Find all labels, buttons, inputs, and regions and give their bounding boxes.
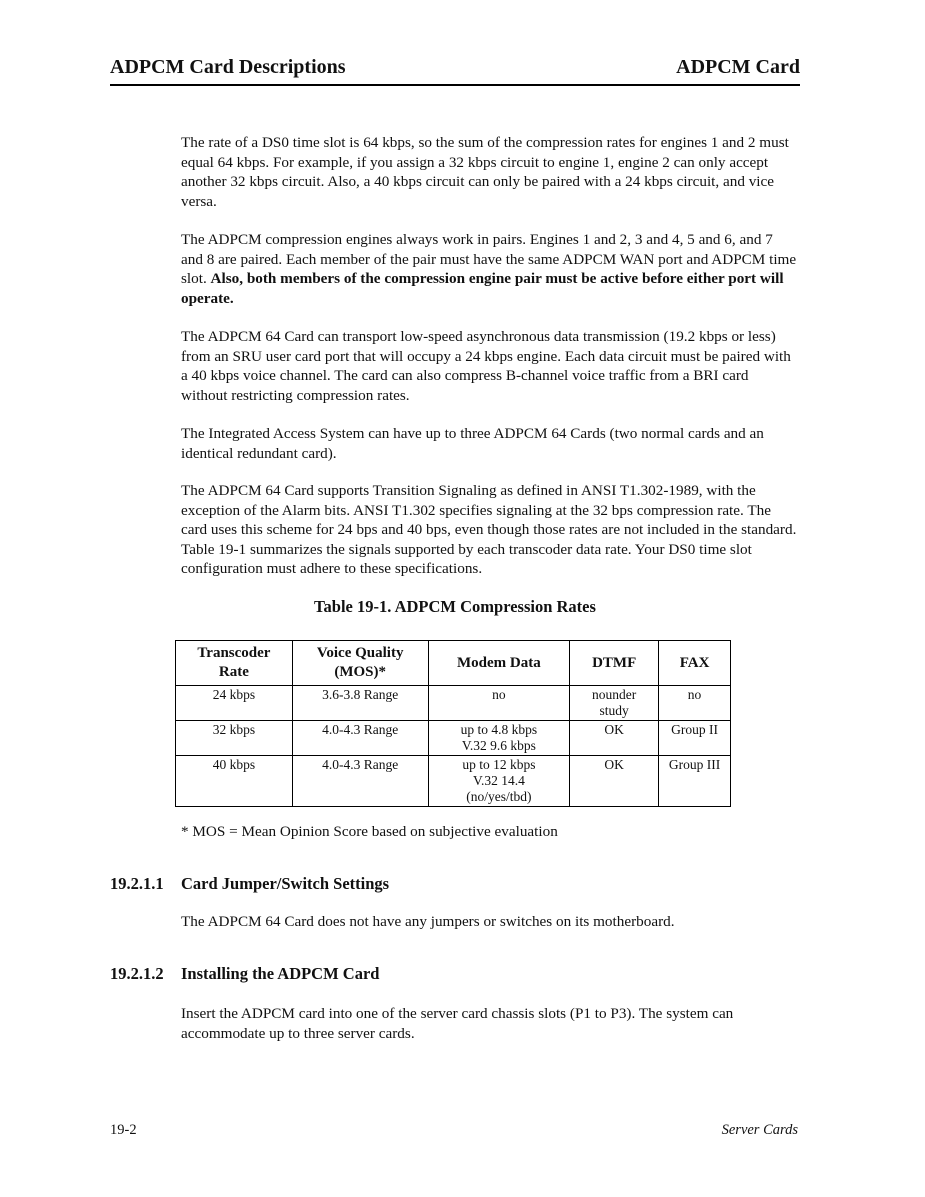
cell-dtmf: OK — [570, 756, 659, 807]
cell-fax: Group III — [659, 756, 731, 807]
paragraph-card-count — [181, 424, 798, 463]
paragraph-text: The Integrated Access System can have up to three ADPCM 64 Cards (two normal cards and an identical redundant card). — [181, 425, 764, 462]
section-title: Card Jumper/Switch Settings — [181, 874, 390, 893]
section-number: 19.2.1.2 — [110, 964, 164, 983]
header-dtmf: DTMF — [570, 641, 659, 686]
page-number: 19-2 — [110, 1122, 137, 1138]
header-transcoder-rate: Transcoder Rate — [176, 641, 293, 686]
paragraph-transition-signaling — [181, 481, 798, 579]
table-row — [176, 721, 731, 756]
cell-voice: 4.0-4.3 Range — [292, 756, 428, 807]
header-section-title: ADPCM Card Descriptions — [110, 56, 346, 78]
cell-modem: no — [428, 686, 570, 721]
paragraph-text: Insert the ADPCM card into one of the server card chassis slots (P1 to P3). The system can accommodate up to three server cards. — [181, 1005, 734, 1042]
footer-chapter: Server Cards — [721, 1122, 798, 1138]
cell-modem: up to 12 kbps V.32 14.4 (no/yes/tbd) — [428, 756, 570, 807]
table-header-row — [176, 641, 731, 686]
cell-voice: 3.6-3.8 Range — [292, 686, 428, 721]
table-row — [176, 686, 731, 721]
header-fax: FAX — [659, 641, 731, 686]
footnote-text: * MOS = Mean Opinion Score based on subjective evaluation — [181, 823, 558, 840]
paragraph-text: The ADPCM 64 Card supports Transition Signaling as defined in ANSI T1.302-1989, with the exception of the Alarm bits. ANSI T1.302 specifies signaling at the 32 bps compression rate. The card uses this scheme for 24 bps and 40 bps, even though those rates are not included in the standard. Table 19-1 summarizes the signals supported by each transcoder data rate. Your DS0 time slot configuration must adhere to these specifications. — [181, 482, 797, 577]
paragraph-async-data — [181, 327, 798, 405]
paragraph-text — [181, 230, 798, 308]
paragraph-bold-text: Also, both members of the compression engine pair must be active before either port will operate. — [181, 270, 784, 307]
paragraph-normal-text: The ADPCM compression engines always work in pairs. Engines 1 and 2, 3 and 4, 5 and 6, and 7 and 8 are paired. Each member of the pair must have the same ADPCM WAN port and ADPCM time slot. — [181, 231, 797, 287]
cell-dtmf: OK — [570, 721, 659, 756]
cell-rate: 40 kbps — [176, 756, 293, 807]
cell-fax: no — [659, 686, 731, 721]
header-voice-quality: Voice Quality (MOS)* — [292, 641, 428, 686]
header-modem-data: Modem Data — [428, 641, 570, 686]
cell-modem: up to 4.8 kbps V.32 9.6 kbps — [428, 721, 570, 756]
section-body — [181, 1004, 798, 1043]
paragraph-ds0-rate — [181, 133, 798, 211]
section-number: 19.2.1.1 — [110, 874, 164, 893]
table-title: Table 19-1. ADPCM Compression Rates — [314, 597, 596, 616]
header-chapter-title: ADPCM Card — [676, 56, 800, 78]
page-header — [110, 56, 800, 86]
cell-voice: 4.0-4.3 Range — [292, 721, 428, 756]
table-footnote — [181, 822, 798, 842]
cell-dtmf: nounder study — [570, 686, 659, 721]
paragraph-engine-pairs — [181, 230, 798, 308]
paragraph-text: The ADPCM 64 Card does not have any jumpers or switches on its motherboard. — [181, 913, 675, 930]
section-title: Installing the ADPCM Card — [181, 964, 380, 983]
cell-rate: 24 kbps — [176, 686, 293, 721]
cell-fax: Group II — [659, 721, 731, 756]
section-body — [181, 912, 798, 932]
paragraph-text: The rate of a DS0 time slot is 64 kbps, so the sum of the compression rates for engines 1 and 2 must equal 64 kbps. For example, if you assign a 32 kbps circuit to engine 1, engine 2 can only accept another 32 kbps circuit. Also, a 40 kbps circuit can only be paired with a 24 kbps circuit, and vice versa. — [181, 134, 789, 210]
compression-rates-table — [175, 640, 731, 807]
cell-rate: 32 kbps — [176, 721, 293, 756]
paragraph-text: The ADPCM 64 Card can transport low-speed asynchronous data transmission (19.2 kbps or less) from an SRU user card port that will occupy a 24 kbps engine. Each data circuit must be paired with a 40 kbps voice channel. The card can also compress B-channel voice traffic from a BRI card without restricting compression rates. — [181, 328, 791, 404]
table-row — [176, 756, 731, 807]
